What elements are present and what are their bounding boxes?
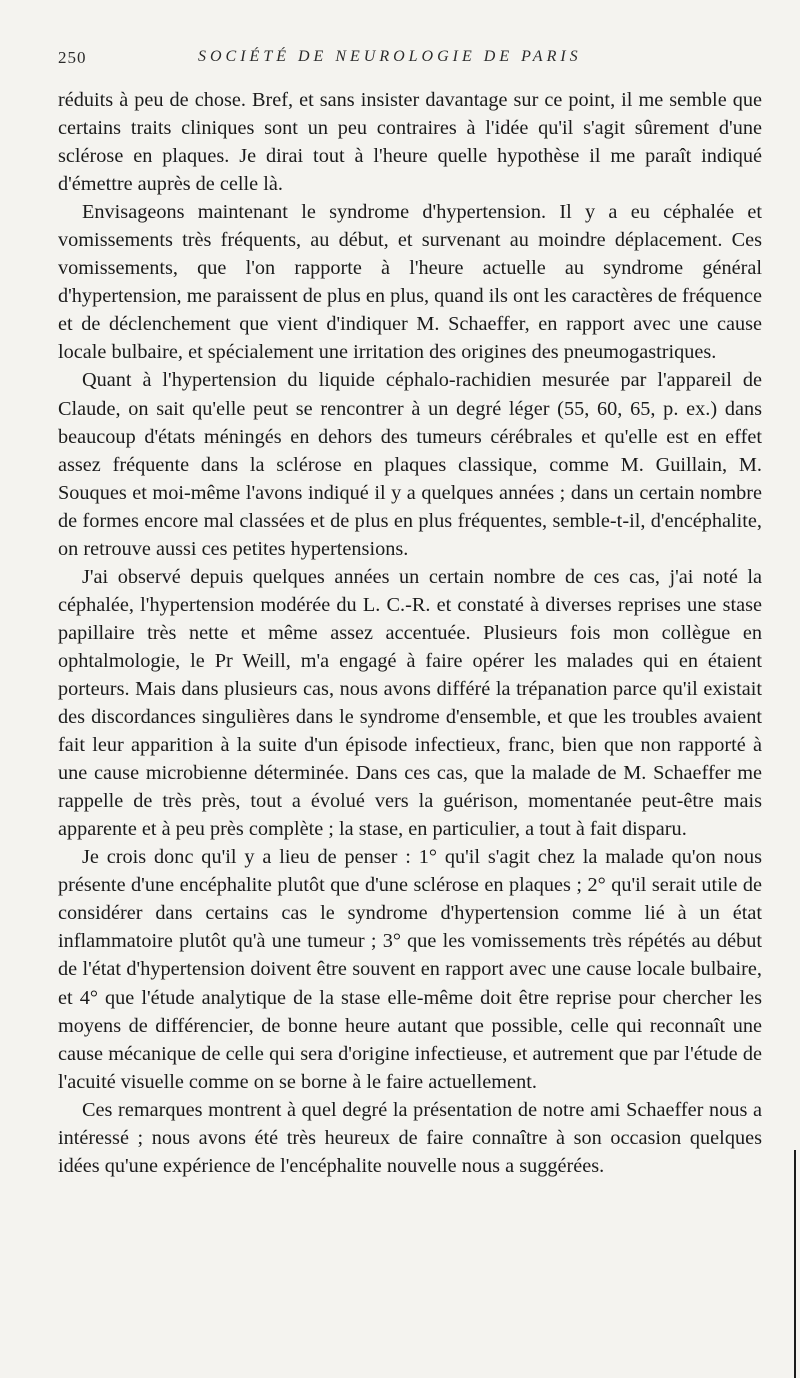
body-text	[58, 86, 762, 1180]
paragraph-hypertension-syndrome: Envisageons maintenant le syndrome d'hypertension. Il y a eu céphalée et vomissements très fréquents, au début, et survenant au moindre déplacement. Ces vomissements, que l'on rapporte à l'heure actuelle au syndrome général d'hypertension, me paraissent de plus en plus, quand ils ont les caractères de fréquence et de déclenchement que vient d'indiquer M. Schaeffer, en rapport avec une cause locale bulbaire, et spécialement une irritation des origines des pneumogastriques.	[58, 201, 762, 364]
page-header	[58, 48, 740, 72]
paragraph-closing-remarks: Ces remarques montrent à quel degré la présentation de notre ami Schaeffer nous a intéressé ; nous avons été très heureux de faire connaître à son occasion quelques idées qu'une expérience de l'encéphalite nouvelle nous a suggérées.	[58, 1098, 762, 1177]
page-number: 250	[58, 48, 87, 67]
paragraph-csf-pressure: Quant à l'hypertension du liquide céphalo-rachidien mesurée par l'appareil de Claude, on sait qu'elle peut se rencontrer à un degré léger (55, 60, 65, p. ex.) dans beaucoup d'états méningés en dehors des tumeurs cérébrales et qu'elle est en effet assez fréquente dans la sclérose en plaques classique, comme M. Guillain, M. Souques et moi-même l'avons indiqué il y a quelques années ; dans un certain nombre de formes encore mal classées et de plus en plus fréquentes, semble-t-il, d'encéphalite, on retrouve aussi ces petites hypertensions.	[58, 369, 762, 560]
scan-edge-shadow	[794, 1150, 796, 1378]
running-title: SOCIÉTÉ DE NEUROLOGIE DE PARIS	[198, 48, 582, 65]
paragraph-conclusions: Je crois donc qu'il y a lieu de penser : 1° qu'il s'agit chez la malade qu'on nous présente d'une encéphalite plutôt que d'une sclérose en plaques ; 2° qu'il serait utile de considérer dans certains cas le syndrome d'hypertension comme lié à un état inflammatoire plutôt qu'à une tumeur ; 3° que les vomissements très répétés au début de l'état d'hypertension doivent être souvent en rapport avec une cause locale bulbaire, et 4° que l'étude analytique de la stase elle-même doit être reprise pour chercher les moyens de différencier, de bonne heure autant que possible, celle qui reconnaît une cause mécanique de celle qui sera d'origine infectieuse, et autrement que par l'étude de l'acuité visuelle comme on se borne à le faire actuellement.	[58, 846, 762, 1093]
paragraph-observations: J'ai observé depuis quelques années un certain nombre de ces cas, j'ai noté la céphalée, l'hypertension modérée du L. C.-R. et constaté à diverses reprises une stase papillaire très nette et même assez accentuée. Plusieurs fois mon collègue en ophtalmologie, le Pr Weill, m'a engagé à faire opérer les malades qui en étaient porteurs. Mais dans plusieurs cas, nous avons différé la trépanation parce qu'il existait des discordances singulières dans le syndrome d'ensemble, et que les troubles avaient fait leur apparition à la suite d'un épisode infectieux, franc, bien que non rapporté à une cause microbienne déterminée. Dans ces cas, que la malade de M. Schaeffer me rappelle de très près, tout a évolué vers la guérison, momentanée peut-être mais apparente et à peu près complète ; la stase, en particulier, a tout à fait disparu.	[58, 565, 762, 841]
paragraph-continuation: réduits à peu de chose. Bref, et sans insister davantage sur ce point, il me semble que certains traits cliniques sont un peu contraires à l'idée qu'il s'agit sûrement d'une sclérose en plaques. Je dirai tout à l'heure quelle hypothèse il me paraît indiqué d'émettre auprès de celle là.	[58, 89, 762, 196]
